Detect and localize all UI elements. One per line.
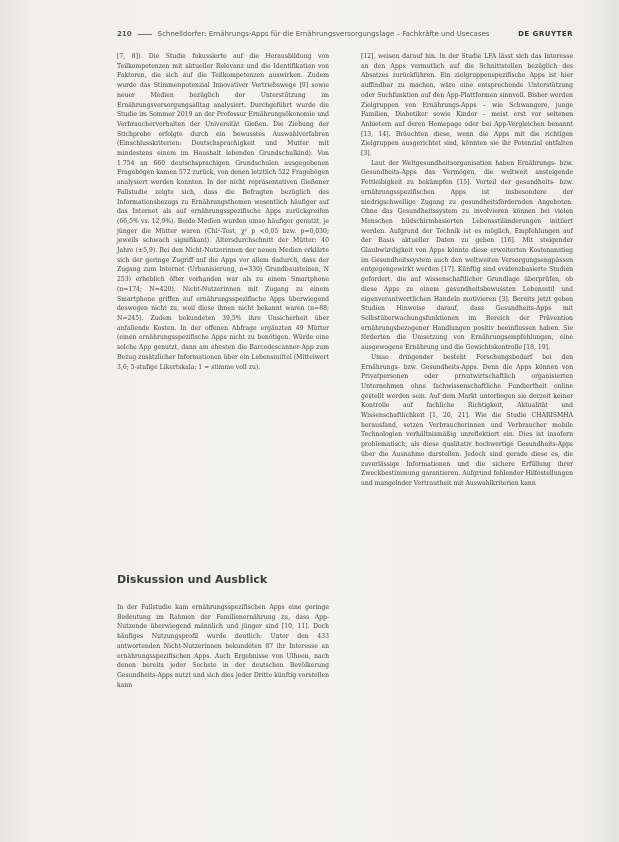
page-number: 210 (117, 30, 132, 38)
body-paragraph: Laut der Weltgesundheitsorganisation haben Ernährungs- bzw. Gesundheits-Apps das Vermögen, die weltweit ansteigende Fettleibigkeit zu bekämpfen [15]. Vorteil der gesundheits- bzw. ernährungsspezifischen Apps ist insbesondere der niedrigschwellige Zugang zu gesundheitsfördernden Angeboten. Ohne das Gesundheitssystem zu involvieren können bei vielen Menschen bildschirmbasierten Lebensstiländerungen initiiert werden. Aufgrund der Technik ist es möglich, Empfehlungen auf der Basis aktueller Daten zu geben [16]. Mit steigender Glaubwürdigkeit von Apps könnte diese erweiterten Kostenanstieg im Gesundheitssystem auch den weltweiten Versorgungsengpässen entgegengewirkt werden [17]. Künftig sind evidenzbasierte Studien gefordert, die auf wissenschaftlicher Grundlage überprüfen, ob diese Apps zu einem gesundheitsbewussten Lebensstil und eigenverantwortlichen Handeln motivieren [3]. Bereits jetzt geben Studien Hinweise darauf, dass Gesundheits-Apps mit Selbstüberwachungsfunktionen im Bereich der Prävention ernährungsbezogener Handlungen positiv beeinflussen haben. Sie förderten die Umsetzung von Ernährungsempfehlungen, eine ausgewogene Ernährung und die Gewichtskontrolle [18, 19]. (361, 159, 573, 352)
body-paragraph: [7, 8]). Die Studie fokussierte auf die Herausbildung von Teilkompetenzen mit aktueller Relevanz und die Identifikation von Faktoren, die sich auf die Teilkompetenzen auswirken. Zudem wurde das Stimmenpotenzial Innovativer Vertriebswege [9] sowie neuer Medien bezüglich der Unterstützung im Ernährungsversorgungsalltag analysiert. Durchgeführt wurde die Studie im Sommer 2019 an der Professur Ernährungsökonomie und Verbraucherverhalten der Universität Gießen. Die Ziehung der Stichprobe erfolgte durch ein bewusstes Auswahlverfahren (Einschlusskriterien: Deutschsprachigkeit und Mutter mit mindestens einem im Haushalt lebenden Grundschulkind). Von 1.754 an 660 deutschsprachigen Grundschulen ausgegebenen Fragebögen kamen 572 zurück, von denen letztlich 522 Fragebögen analysiert werden konnten. In der nicht repräsentativen Gießener Fallstudie zeigte sich, dass die Befragten bezüglich des Informationsbezugs zu Ernährungsthemen wesentlich häufiger auf das Internet als auf ernährungsspezifische Apps zurückgreifen (66,5% vs. 12,9%). Beide Medien wurden umso häufiger genutzt, je jünger die Mütter waren (Chi²-Test, χ² p <0,05 bzw. p=0,030; jeweils schwach signifikant). Altersdurchschnitt der Mütter: 40 Jahre (±5,9). Bei den Nicht-Nutzerinnen der neuen Medien erklärte sich der geringe Zugriff auf die Apps vor allem dadurch, dass der Zugang zum Internet (Urbanisierung, n=330) Grundbausteinen, N 253) erheblich öfter vorhanden war als zu einem Smartphone (n=174; N=420). Nicht-Nutzerinnen mit Zugang zu einem Smartphone griffen auf ernährungsspezifische Apps überwiegend deswegen nicht zu, weil diese ihnen nicht bekannt waren (n=88; N=245). Zudem bekundeten 39,5% ihre Unsicherheit über anfallende Kosten. In der offenen Abfrage ergänzten 49 Mütter (einen ernährungsspezifische Apps nicht zu benötigen. Würde eine solche App genutzt, dann am ehesten die Barcodescanner-App zum Bezug zusätzlicher Informationen über ein Lebensmittel (Mittelwert 3,6; 5-stufige Likertskala: 1 = stimme voll zu). (117, 53, 329, 371)
left-column-text-lower (117, 603, 329, 690)
right-column-text (361, 52, 573, 489)
running-title: Schnelldorfer: Ernährungs-Apps für die Ernährungsversorgungslage – Fachkräfte und Usecases (157, 30, 490, 38)
body-paragraph: [12], weisen darauf hin. In der Studie LFA lässt sich das Interesse an den Apps vermutlich auf die Schnittstellen bezüglich des Absatzes zurückführen. Ein zielgruppenspezifische Apps ist hier auffindbar zu machen, wäre eine entsprechende Unterstützung oder Suchfunktion auf den App-Plattformen sinnvoll. Bisher werden Zielgruppen von Ernährungs-Apps – wie Schwangere, junge Familien, Diabetiker sowie Kinder – meist erst vor seltenen Anbietern auf deren Homepage oder bei App-Vergleichen benannt [13, 14]. Bräuchten diese, wenn die Apps mit die richtigen Zielgruppen ausgerichtet sind, könnten sie ihr Potenzial entfalten [3]. (361, 53, 573, 158)
publisher-logo: DE GRUYTER (518, 30, 573, 38)
section-heading: Diskussion und Ausblick (117, 573, 268, 586)
body-paragraph: Umso dringender besteht Forschungsbedarf bei den Ernährungs- bzw. Gesundheits-Apps. Denn die Apps können von Privatpersonen oder privatwirtschaftlich organisierten Unternehmen ohne fachwissenschaftliche Fundiertheit online gestellt werden sein. Auf dem Markt unterliegen sie derzeit keiner Kontrolle auf fachliche Richtigkeit, Aktualität und Wissenschaftlichkeit [1, 20, 21]. Wie die Studie CHARISMHA herausfand, setzen Verbraucherinnen und Verbraucher mobile Technologien verhältnismäßig unreflektiert ein. Dies ist insofern problematisch, als diese qualitativ hochwertige Gesundheits-Apps über die Ausnahme darstellen. Jedoch sind gerade diese es, die zuverlässige Informationen und die sichere Erfüllung ihrer Zweckbestimmung garantieren. Aufgrund fehlender Hilfestellungen und mangelnder Vertrautheit mit Auswahlkriterien kann (361, 353, 573, 487)
header-divider (138, 34, 152, 35)
left-column-text (117, 52, 329, 372)
page-header (117, 27, 573, 41)
body-paragraph: In der Fallstudie kam ernährungsspezifischen Apps eine geringe Bedeutung im Rahmen der Familienernährung zu, dass App-Nutzende überwiegend männlich und jünger sind [10, 11]. Doch häufiges Nutzungsprofil wurde deutlich: Unter den 433 antwortenden Nicht-Nutzerinnen bekundeten 87 ihr Interesse an ernährungsspezifischen Apps. Auch Ergebnisse von Ulheen, nach denen bereits jeder Sechste in der deutschen Bevölkerung Gesundheits-Apps nutzt und sich dies jeder Dritte künftig vorstellen kann (117, 604, 329, 689)
